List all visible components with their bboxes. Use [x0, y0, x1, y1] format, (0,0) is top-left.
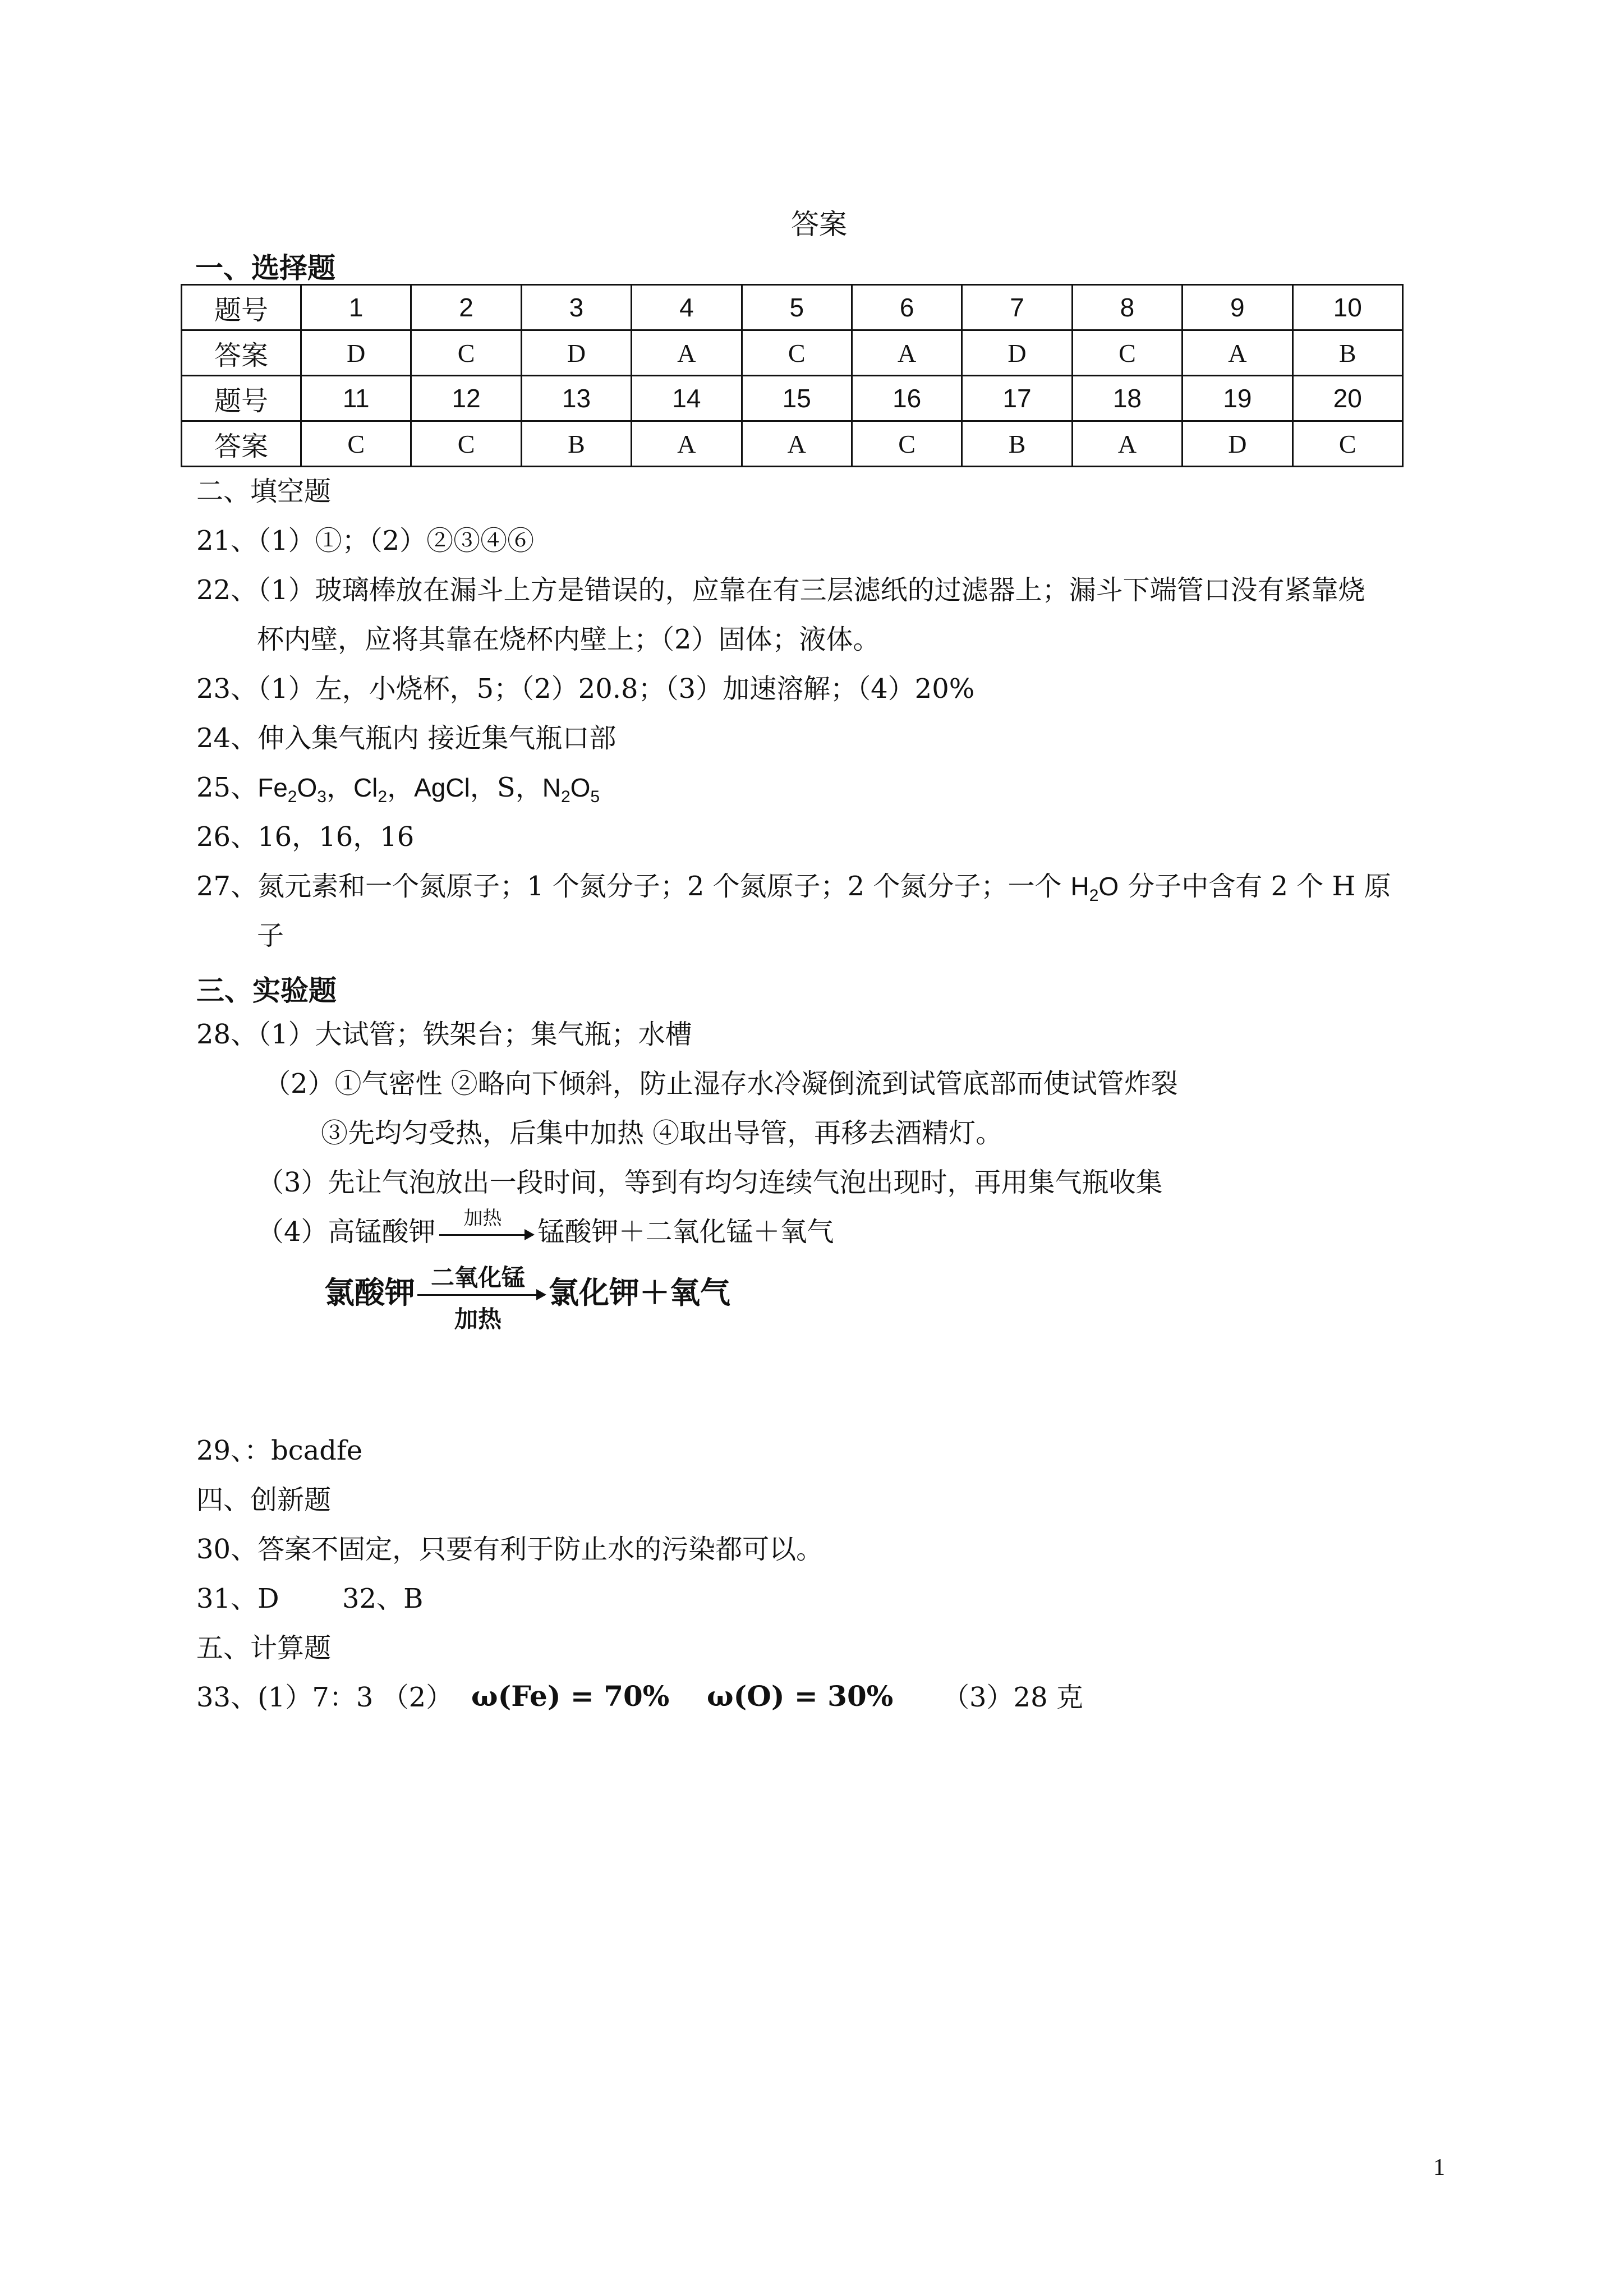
equation-1-products: 锰酸钾＋二氧化锰＋氧气 [537, 1216, 834, 1248]
table-cell: 10 [1292, 285, 1402, 330]
table-cell: 13 [521, 376, 631, 421]
table-cell: B [962, 421, 1072, 467]
table-row-label: 题号 [182, 285, 301, 330]
answer-31: 31、D [196, 1583, 279, 1614]
answer-28-2a: （2）①气密性 ②略向下倾斜，防止湿存水冷凝倒流到试管底部而使试管炸裂 [264, 1068, 1178, 1099]
table-cell: C [301, 421, 411, 467]
table-cell: 6 [852, 285, 961, 330]
formula-h2o: $H_2O$ [1070, 872, 1119, 905]
formula-n2o5: $N_2O_5$ [542, 773, 600, 806]
reaction-arrow [417, 1264, 546, 1333]
table-cell: 4 [632, 285, 742, 330]
answer-32: 32、B [342, 1583, 424, 1614]
table-row [182, 330, 1403, 376]
table-cell: 15 [742, 376, 852, 421]
answer-27 [196, 869, 1391, 913]
reaction-condition: 加热 [454, 1305, 502, 1333]
table-cell: 2 [411, 285, 521, 330]
table-row [182, 376, 1403, 421]
table-cell: 3 [521, 285, 631, 330]
answer-23: 23、（1）左，小烧杯，5；（2）20.8；（3）加速溶解；（4）20% [196, 673, 975, 705]
answer-33-o: ω(O) = 30% [707, 1680, 894, 1713]
table-cell: C [1072, 330, 1182, 376]
answer-28-4 [257, 1207, 834, 1251]
table-row [182, 421, 1403, 467]
table-cell: 14 [632, 376, 742, 421]
table-row-label: 题号 [182, 376, 301, 421]
table-cell: 19 [1183, 376, 1292, 421]
reaction-condition: 加热 [463, 1207, 502, 1230]
section-heading-innovation: 四、创新题 [196, 1484, 332, 1516]
answer-33-fe: ω(Fe) = 70% [471, 1680, 670, 1713]
table-cell: B [521, 421, 631, 467]
table-cell: D [1183, 421, 1292, 467]
answer-21: 21、（1）①；（2）②③④⑥ [196, 525, 535, 556]
section-heading-fill: 二、填空题 [196, 476, 332, 507]
formula-cl2: $Cl_2$ [353, 773, 388, 806]
page-number: 1 [1433, 2155, 1445, 2180]
equation-1-reactant: （4）高锰酸钾 [257, 1216, 436, 1248]
table-cell: C [852, 421, 961, 467]
answer-27-part1: 27、氮元素和一个氮原子；1 个氮分子；2 个氮原子；2 个氮分子；一个 [196, 871, 1062, 902]
table-cell: A [742, 421, 852, 467]
answer-33-part3: （3）28 克 [942, 1682, 1083, 1713]
table-cell: A [632, 421, 742, 467]
separator: ， [326, 772, 353, 803]
table-cell: A [632, 330, 742, 376]
equation-2-reactant: 氯酸钾 [324, 1275, 415, 1310]
formula-fe2o3: $Fe_2O_3$ [257, 773, 326, 806]
table-cell: D [962, 330, 1072, 376]
table-cell: 5 [742, 285, 852, 330]
section-heading-experiment: 三、实验题 [196, 974, 337, 1007]
answer-25 [196, 771, 600, 814]
answer-28-1: 28、（1）大试管；铁架台；集气瓶；水槽 [196, 1019, 692, 1050]
table-cell: A [852, 330, 961, 376]
answer-28-3: （3）先让气泡放出一段时间，等到有均匀连续气泡出现时，再用集气瓶收集 [257, 1167, 1163, 1198]
answer-27-part2: 分子中含有 2 个 H 原 [1128, 871, 1391, 902]
reaction-arrow [439, 1207, 535, 1251]
equation-2 [324, 1264, 730, 1333]
formula-agcl: AgCl [414, 773, 470, 802]
answer-22-line2: 杯内壁，应将其靠在烧杯内壁上；（2）固体；液体。 [257, 624, 880, 655]
answer-30: 30、答案不固定，只要有利于防止水的污染都可以。 [196, 1534, 823, 1565]
section-heading-choice: 一、选择题 [195, 251, 335, 284]
table-cell: C [1292, 421, 1402, 467]
answer-24: 24、伸入集气瓶内 接近集气瓶口部 [196, 723, 617, 754]
table-row-label: 答案 [182, 330, 301, 376]
answer-28-2b: ③先均匀受热，后集中加热 ④取出导管，再移去酒精灯。 [321, 1117, 1003, 1149]
table-cell: 20 [1292, 376, 1402, 421]
table-cell: 7 [962, 285, 1072, 330]
page-title: 答案 [791, 208, 847, 241]
separator-s: ，S， [470, 772, 542, 803]
table-row [182, 285, 1403, 330]
table-cell: C [411, 421, 521, 467]
table-cell: B [1292, 330, 1402, 376]
answer-25-prefix: 25、 [196, 772, 258, 803]
table-cell: 16 [852, 376, 961, 421]
table-cell: 8 [1072, 285, 1182, 330]
table-cell: 18 [1072, 376, 1182, 421]
table-cell: 17 [962, 376, 1072, 421]
table-cell: 11 [301, 376, 411, 421]
answer-table [181, 284, 1404, 467]
reaction-catalyst: 二氧化锰 [430, 1264, 525, 1292]
equation-2-products: 氯化钾＋氧气 [549, 1275, 730, 1310]
table-cell: 1 [301, 285, 411, 330]
section-heading-calculation: 五、计算题 [196, 1632, 332, 1664]
answer-22-line1: 22、（1）玻璃棒放在漏斗上方是错误的，应靠在有三层滤纸的过滤器上；漏斗下端管口没有紧靠烧 [196, 574, 1365, 606]
table-cell: D [301, 330, 411, 376]
table-cell: C [742, 330, 852, 376]
table-cell: A [1183, 330, 1292, 376]
answer-27-line2: 子 [257, 920, 284, 951]
table-cell: D [521, 330, 631, 376]
answer-26: 26、16，16，16 [196, 821, 415, 853]
answer-29: 29、：bcadfe [196, 1435, 363, 1466]
table-cell: 12 [411, 376, 521, 421]
table-cell: A [1072, 421, 1182, 467]
table-row-label: 答案 [182, 421, 301, 467]
separator: ， [387, 772, 415, 803]
table-cell: C [411, 330, 521, 376]
table-cell: 9 [1183, 285, 1292, 330]
answer-33-part1: 33、(1）7：3 （2） [196, 1682, 453, 1713]
